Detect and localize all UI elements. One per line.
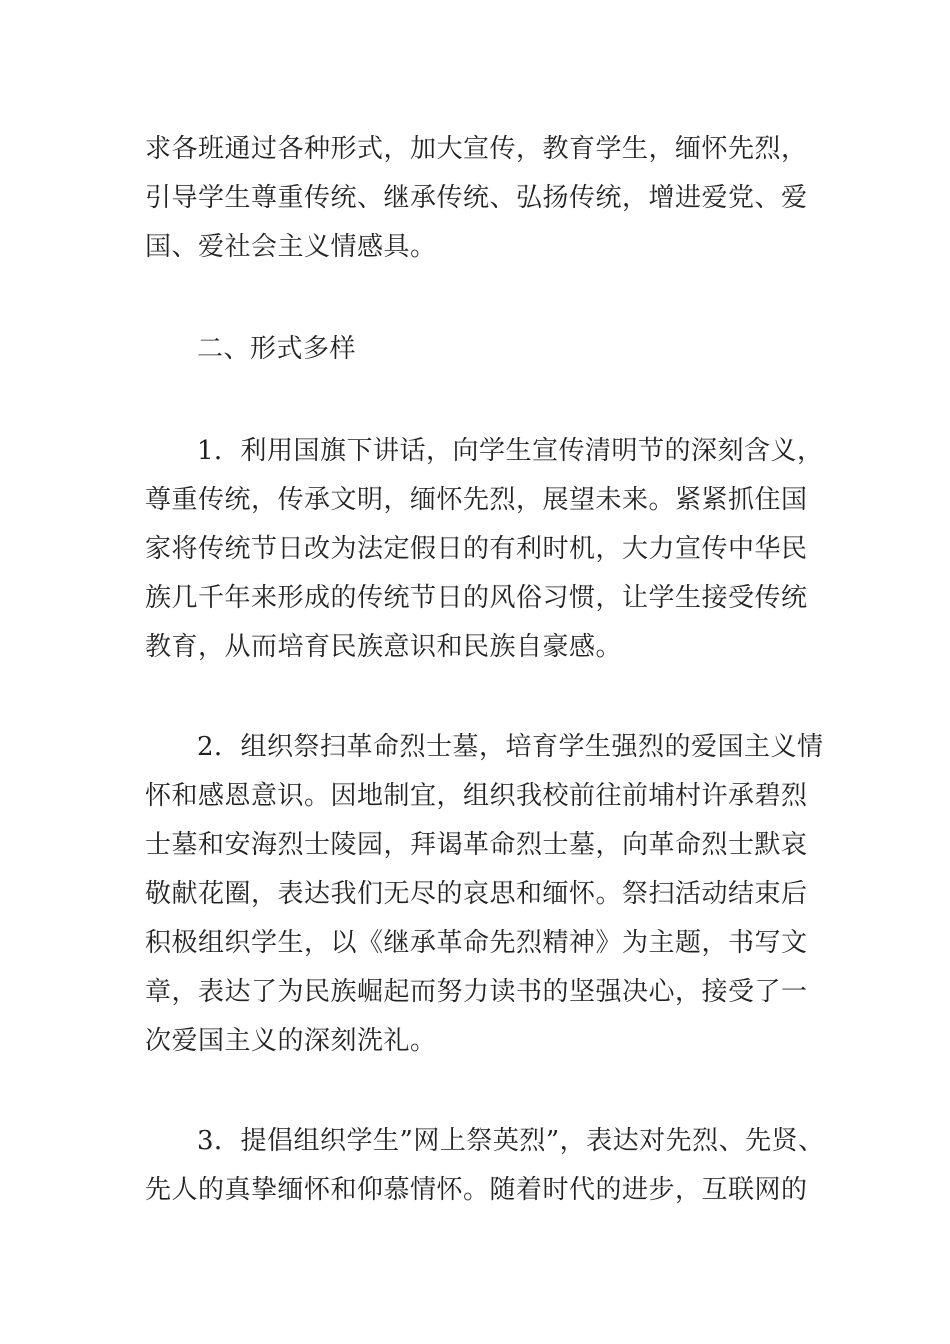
text-line: 族几千年来形成的传统节日的风俗习惯，让学生接受传统 <box>145 583 808 613</box>
paragraph-item-1 <box>145 427 824 672</box>
text-line: 次爱国主义的深刻洗礼。 <box>145 1026 437 1056</box>
text-line: 2．组织祭扫革命烈士墓，培育学生强烈的爱国主义情 <box>197 732 824 762</box>
text-line: 尊重传统，传承文明，缅怀先烈，展望未来。紧紧抓住国 <box>145 485 808 515</box>
text-line: 求各班通过各种形式，加大宣传，教育学生，缅怀先烈， <box>145 134 808 164</box>
text-line: 怀和感恩意识。因地制宜，组织我校前往前埔村许承碧烈 <box>145 781 808 811</box>
text-line: 士墓和安海烈士陵园，拜谒革命烈士墓，向革命烈士默哀 <box>145 830 808 860</box>
text-line: 章，表达了为民族崛起而努力读书的坚强决心，接受了一 <box>145 977 808 1007</box>
paragraph-item-2 <box>145 723 824 1066</box>
section-heading <box>145 325 815 374</box>
text-line: 先人的真挚缅怀和仰慕情怀。随着时代的进步，互联网的 <box>145 1175 808 1205</box>
text-line: 1．利用国旗下讲话，向学生宣传清明节的深刻含义， <box>197 436 824 466</box>
paragraph-intro-continuation <box>145 125 815 272</box>
paragraph-item-3 <box>145 1117 825 1215</box>
text-line: 3．提倡组织学生”网上祭英烈”，表达对先烈、先贤、 <box>197 1126 825 1156</box>
text-line: 国、爱社会主义情感具。 <box>145 232 437 262</box>
text-line: 积极组织学生，以《继承革命先烈精神》为主题，书写文 <box>145 928 808 958</box>
text-line: 引导学生尊重传统、继承传统、弘扬传统，增进爱党、爱 <box>145 183 808 213</box>
text-line: 敬献花圈，表达我们无尽的哀思和缅怀。祭扫活动结束后 <box>145 879 808 909</box>
heading-text: 二、形式多样 <box>197 334 357 364</box>
text-line: 教育，从而培育民族意识和民族自豪感。 <box>145 632 623 662</box>
text-line: 家将传统节日改为法定假日的有利时机，大力宣传中华民 <box>145 534 808 564</box>
